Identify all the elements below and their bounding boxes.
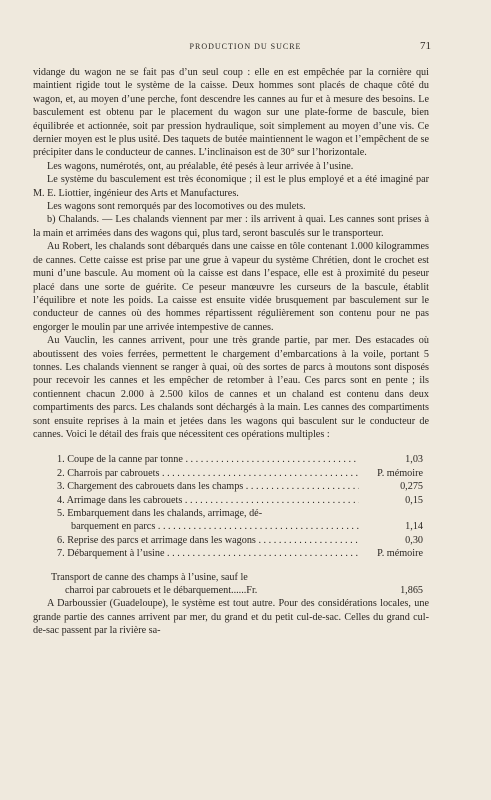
cost-label: 3. Chargement des cabrouets dans les champs . . . xyxy=(57,480,359,493)
cost-row xyxy=(57,494,423,507)
running-title: PRODUCTION DU SUCRE xyxy=(189,42,302,51)
cost-value: 1,14 xyxy=(405,521,423,533)
cost-value: 0,275 xyxy=(400,481,423,493)
page-header xyxy=(0,40,491,54)
cost-table xyxy=(57,453,423,560)
cost-label: 6. Reprise des parcs et arrimage dans les wagons . . . xyxy=(57,534,359,547)
cost-label: barquement en parcs . . . xyxy=(57,520,359,533)
cost-row xyxy=(57,507,423,520)
total-label: Transport de canne des champs à l’usine, sauf le xyxy=(51,571,248,583)
cost-label: 7. Débarquement à l’usine . . . xyxy=(57,547,359,560)
cost-row xyxy=(57,520,423,533)
cost-row xyxy=(57,480,423,493)
cost-value: 0,15 xyxy=(405,494,423,506)
paragraph: Les wagons sont remorqués par des locomotives ou des mulets. xyxy=(47,201,306,213)
cost-value: 0,30 xyxy=(405,534,423,546)
total-row xyxy=(51,571,423,584)
cost-row xyxy=(57,453,423,466)
cost-row xyxy=(57,547,423,560)
cost-label: 4. Arrimage dans les cabrouets . . . xyxy=(57,494,359,507)
paragraph: vidange du wagon ne se fait pas d’un seul coup : elle en est empêchée par la cornière qui maintient rigide tout le système de la caisse. Deux hommes sont placés de chaque côté du wagon, et, au moyen d’une perche, font descendre les cannes au fur et à mesure des besoins. Le basculement est obtenu par le placement du wagon sur une plate-forme de bascule, bien équilibrée et actionnée, soit par pression hydraulique, soit simplement au moyen d’une vis. Ce dernier moyen est le plus usité. Des taquets de butée maintiennent le wagon et l’empêchent de se précipiter dans le conducteur de cannes. L’inclinaison est de 30° sur l’horizontale. xyxy=(33,67,429,159)
total-block xyxy=(51,571,423,598)
cost-row xyxy=(57,534,423,547)
cost-value: P. mémoire xyxy=(377,467,423,479)
cost-value: 1,03 xyxy=(405,454,423,466)
paragraph: Au Vauclin, les cannes arrivent, pour une très grande partie, par mer. Des estacades où aboutissent des voies ferrées, permettent le chargement d’embarcations à la voile, portant 5 tonnes. Les chalands viennent se ranger à quai, où des sortes de parcs à moutons sont disposés pour recevoir les cannes et les empêcher de retomber à l’eau. Ces parcs sont en pente ; ils contiennent chacun 2.000 à 2.500 kilos de cannes et un chaland est contenu dans deux compartiments des parcs. Les chalands sont déchargés à la main. Les cannes des compartiments sont ensuite reprises à la main et jetées dans les wagons qui basculent sur le conducteur de cannes. Voici le détail des frais que nécessitent ces opérations multiples : xyxy=(33,335,429,440)
total-label: charroi par cabrouets et le débarquement......Fr. xyxy=(65,584,258,596)
cost-label: 5. Embarquement dans les chalands, arrimage, dé- xyxy=(57,507,263,519)
total-value: 1,865 xyxy=(400,584,423,596)
cost-value: P. mémoire xyxy=(377,548,423,560)
body-text xyxy=(33,66,429,638)
paragraph: Le système du basculement est très économique ; il est le plus employé et a été imaginé par M. E. Liottier, ingénieur des Arts et Manufactures. xyxy=(33,174,429,199)
paragraph: A Darboussier (Guadeloupe), le système est tout autre. Pour des considérations locales, une grande partie des cannes arrivent par mer, du grand et du petit cul-de-sac. Celles du grand cul-de-sac passent par la rivière sa- xyxy=(33,598,429,637)
cost-label: 2. Charrois par cabrouets . . . xyxy=(57,467,359,480)
total-row xyxy=(51,584,423,597)
page-number: 71 xyxy=(420,40,431,52)
paragraph: b) Chalands. — Les chalands viennent par mer : ils arrivent à quai. Les cannes sont prises à la main et arrimées dans des wagons qui, plus tard, seront basculés sur le transporteur. xyxy=(33,214,429,239)
paragraph: Les wagons, numérotés, ont, au préalable, été pesés à leur arrivée à l’usine. xyxy=(47,160,354,172)
cost-row xyxy=(57,467,423,480)
paragraph: Au Robert, les chalands sont débarqués dans une caisse en tôle contenant 1.000 kilogrammes de cannes. Cette caisse est prise par une grue à vapeur du système Chrétien, dont le crochet est muni d’une bascule. Au moment où la caisse est dans l’espace, elle est à proximité du peseur placé dans une sorte de guérite. Ce peseur manœuvre les curseurs de la bascule, établit l’équilibre et note les poids. La caisse est ensuite vidée brusquement par basculement sur le conducteur de cannes où des hommes répartissent régulièrement son contenu pour ne pas engorger le moulin par une arrivée intempestive de cannes. xyxy=(33,241,429,333)
cost-label: 1. Coupe de la canne par tonne . . . xyxy=(57,453,359,466)
